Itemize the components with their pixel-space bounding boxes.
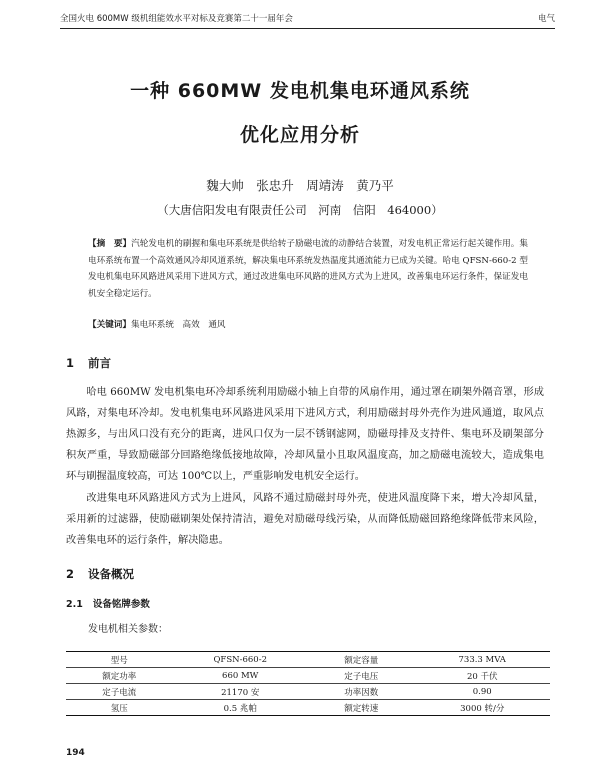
subsection-title: 设备铭牌参数	[92, 599, 150, 610]
table-row	[66, 652, 550, 668]
paragraph: 哈电 660MW 发电机集电环冷却系统利用励磁小轴上自带的风扇作用，通过罩在刷架外隔音罩，形成风路，对集电环冷却。发电机集电环风路进风采用下进风方式，利用励磁封母外壳作为进风通道，取风点热源多，与出风口没有充分的距离，进风口仅为一层不锈钢滤网，励磁母排及支持件、集电环及刷架部分积灰严重，导致励磁部分回路绝缘低接地故障，冷却风量小且取风温度高，加之励磁电流较大，造成集电环与刷握温度较高，可达 100℃以上，严重影响发电机安全运行。	[66, 387, 544, 482]
table-cell: 额定功率	[66, 668, 172, 684]
table-cell: 型号	[66, 652, 172, 668]
subsection-heading	[66, 596, 150, 610]
table-cell: QFSN-660-2	[172, 652, 308, 668]
section-number: 1	[66, 356, 75, 370]
table-row	[66, 668, 550, 684]
table-cell: 20 千伏	[414, 668, 550, 684]
header-category: 电气	[537, 14, 555, 24]
section-number: 2	[66, 567, 75, 581]
table-cell: 定子电压	[308, 668, 414, 684]
abstract-text: 汽轮发电机的刷握和集电环系统是供给转子励磁电流的动静结合装置，对发电机正常运行起关键作用。集电环系统布置一个高效通风冷却风道系统，解决集电环系统发热温度其通流能力已成为关键。哈电 QFSN-660-2 型发电机集电环风路进风采用下进风方式，通过改进集电环风路的进风方式为上进风，改善集电环运行条件，保证发电机安全稳定运行。	[88, 239, 528, 299]
table-cell: 额定容量	[308, 652, 414, 668]
table-row	[66, 684, 550, 700]
paper-title-line2: 优化应用分析	[239, 124, 360, 146]
table-cell: 0.5 兆帕	[223, 703, 257, 714]
table-cell: 额定转速	[344, 703, 379, 714]
table-cell: 氢压	[110, 703, 128, 714]
section-title: 前言	[88, 356, 112, 370]
header-conference: 全国火电 600MW 级机组能效水平对标及竞赛第二十一届年会	[60, 14, 293, 24]
affiliation: （大唐信阳发电有限责任公司 河南 信阳 464000）	[157, 203, 443, 217]
keywords-text: 集电环系统 高效 通风	[130, 320, 226, 330]
table-cell: 21170 安	[172, 684, 308, 700]
table-cell: 3000 转/分	[460, 703, 505, 714]
table-cell: 定子电流	[66, 684, 172, 700]
page-number: 194	[66, 748, 85, 758]
section-title: 设备概况	[88, 567, 135, 581]
generator-parameter-table	[66, 651, 550, 716]
abstract	[88, 236, 528, 302]
table-cell: 0.90	[414, 684, 550, 700]
section-heading-intro	[66, 355, 111, 371]
author-list: 魏大帅 张忠升 周靖涛 黄乃平	[206, 178, 394, 193]
paragraph: 改进集电环风路进风方式为上进风，风路不通过励磁封母外壳，使进风温度降下来，增大冷却风量，采用新的过滤器，使励磁刷架处保持清洁，避免对励磁母线污染，从而降低励磁回路绝缘降低带来风险，改善集电环的运行条件，解决隐患。	[66, 493, 544, 546]
abstract-label: 【摘 要】	[88, 239, 132, 249]
section-heading-equipment	[66, 566, 134, 582]
subsection-number: 2.1	[66, 599, 83, 610]
keywords-label: 【关键词】	[88, 320, 131, 330]
table-row	[66, 700, 550, 716]
table-cell: 功率因数	[308, 684, 414, 700]
table-cell: 660 MW	[172, 668, 308, 684]
running-header	[60, 10, 555, 29]
table-cell: 733.3 MVA	[414, 652, 550, 668]
paper-title-line1: 一种 660MW 发电机集电环通风系统	[130, 80, 470, 102]
table-lead-text: 发电机相关参数：	[88, 624, 168, 635]
keywords	[88, 318, 528, 330]
